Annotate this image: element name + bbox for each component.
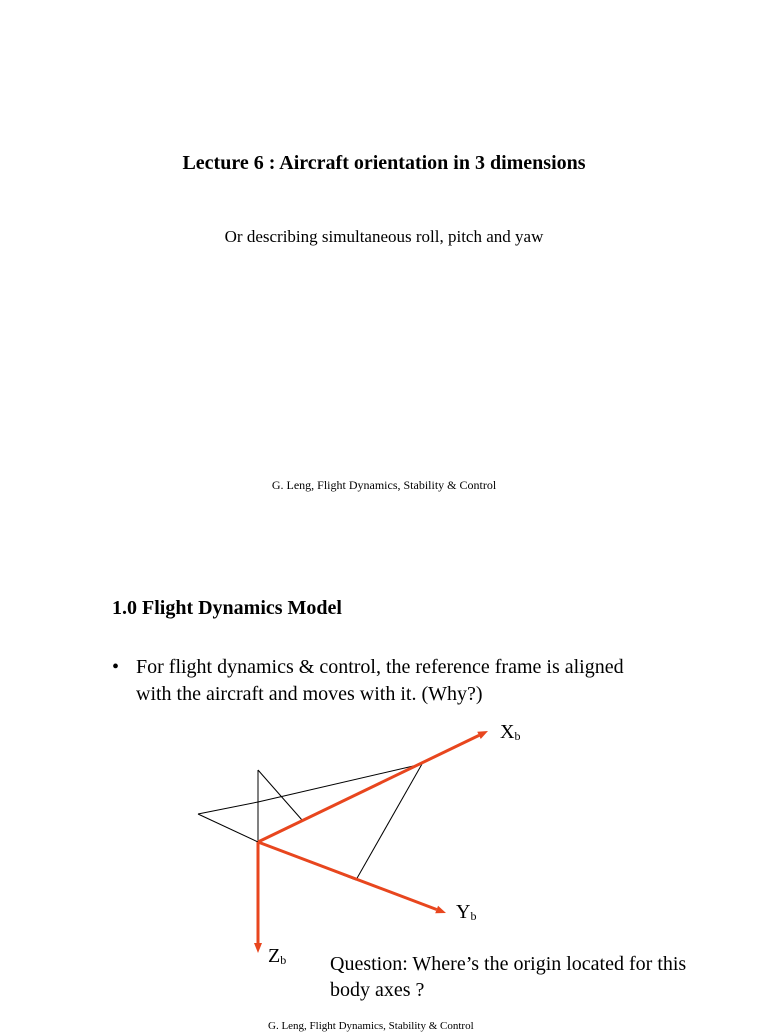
x-axis-letter: X (500, 721, 515, 743)
slide-footer: G. Leng, Flight Dynamics, Stability & Control (271, 478, 497, 492)
axes-group (254, 731, 488, 953)
x-axis-arrow (258, 735, 479, 842)
lecture-title: Lecture 6 : Aircraft orientation in 3 dimensions (182, 152, 586, 174)
x-axis-label (500, 721, 520, 744)
bullet-icon: • (112, 656, 120, 678)
nose-edge-upper (198, 802, 258, 814)
x-axis-arrow-head (477, 731, 488, 739)
nose-edge-lower (198, 814, 258, 842)
wing-edge (356, 764, 422, 880)
fuselage-top-edge (258, 764, 422, 802)
section-title: 1.0 Flight Dynamics Model (112, 597, 342, 619)
slide-footer-partial: G. Leng, Flight Dynamics, Stability & Control (268, 1020, 474, 1032)
z-axis-letter: Z (268, 945, 281, 967)
z-axis-label (268, 945, 286, 968)
lecture-subtitle: Or describing simultaneous roll, pitch and yaw (224, 227, 544, 246)
question-text: Question: Where’s the origin located for this body axes ? (330, 953, 687, 1001)
tail-fin-back (258, 770, 302, 820)
bullet-text: For flight dynamics & control, the reference frame is aligned with the aircraft and moves with it. (Why?) (136, 656, 624, 705)
z-axis-arrow-head (254, 943, 262, 953)
y-axis-label (456, 901, 476, 924)
z-axis-subscript: b (280, 953, 287, 967)
y-axis-letter: Y (456, 901, 471, 923)
y-axis-arrow (258, 842, 437, 909)
content-slide (0, 545, 768, 1032)
x-axis-subscript: b (514, 729, 521, 743)
y-axis-subscript: b (470, 909, 477, 923)
y-axis-arrow-head (435, 906, 446, 913)
